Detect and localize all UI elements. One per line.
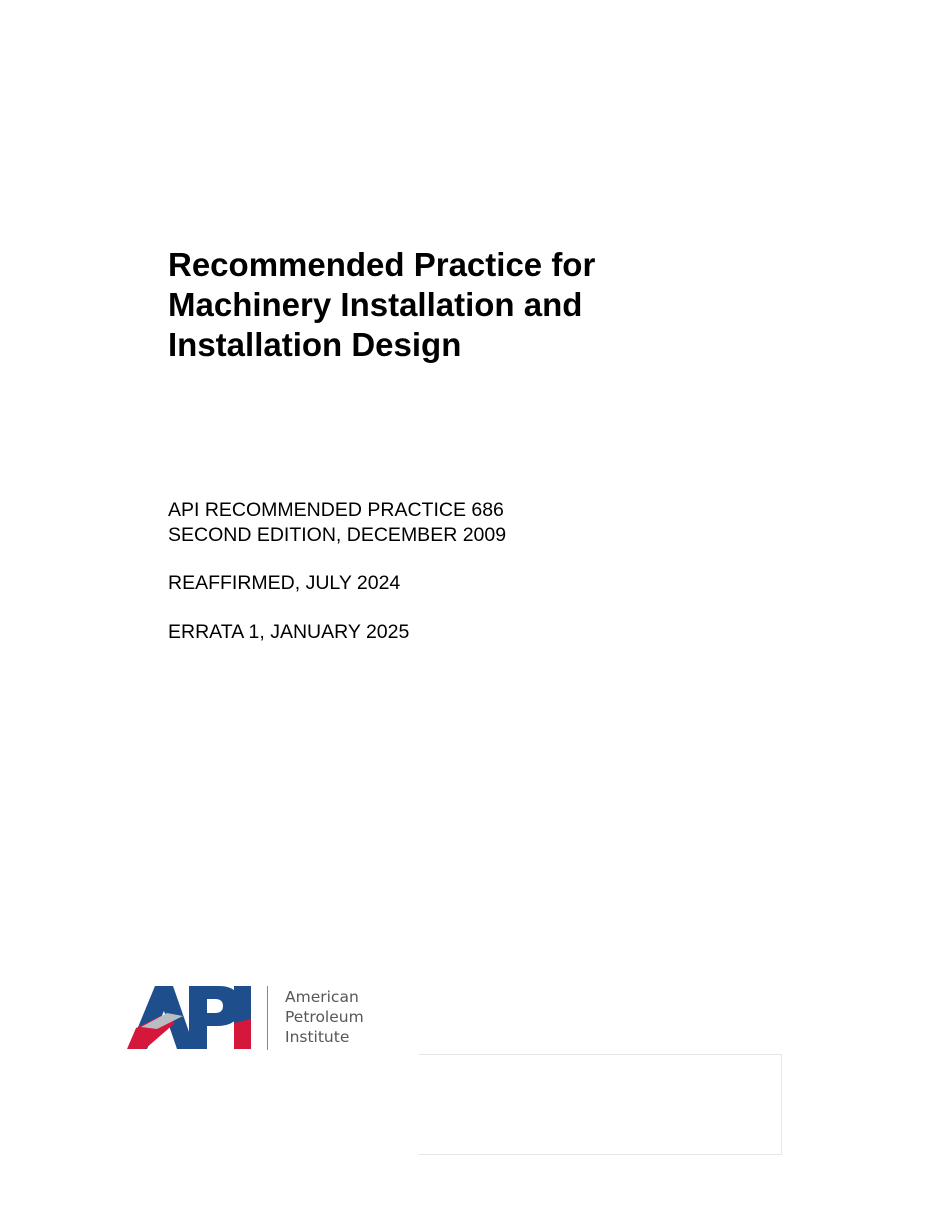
api-logo	[127, 983, 377, 1055]
logo-text-line-2: Petroleum	[285, 1008, 364, 1026]
logo-i-red-base	[234, 1019, 251, 1049]
logo-letter-p-shape	[189, 986, 241, 1049]
title-line-1: Recommended Practice for	[168, 246, 596, 283]
logo-divider	[267, 986, 268, 1050]
logo-text-line-3: Institute	[285, 1028, 350, 1046]
designation-line-1: API RECOMMENDED PRACTICE 686	[168, 499, 504, 521]
designation-line-2: SECOND EDITION, DECEMBER 2009	[168, 524, 507, 546]
logo-organization-name	[285, 987, 364, 1047]
logo-text-line-1: American	[285, 988, 359, 1006]
title-line-2: Machinery Installation and	[168, 286, 583, 323]
document-title	[168, 245, 788, 365]
document-designation	[168, 498, 506, 548]
api-logo-mark-icon	[127, 983, 257, 1053]
reaffirmed-date: REAFFIRMED, JULY 2024	[168, 572, 401, 594]
errata-date: ERRATA 1, JANUARY 2025	[168, 621, 410, 643]
blank-form-box	[419, 1054, 782, 1155]
title-line-3: Installation Design	[168, 326, 462, 363]
